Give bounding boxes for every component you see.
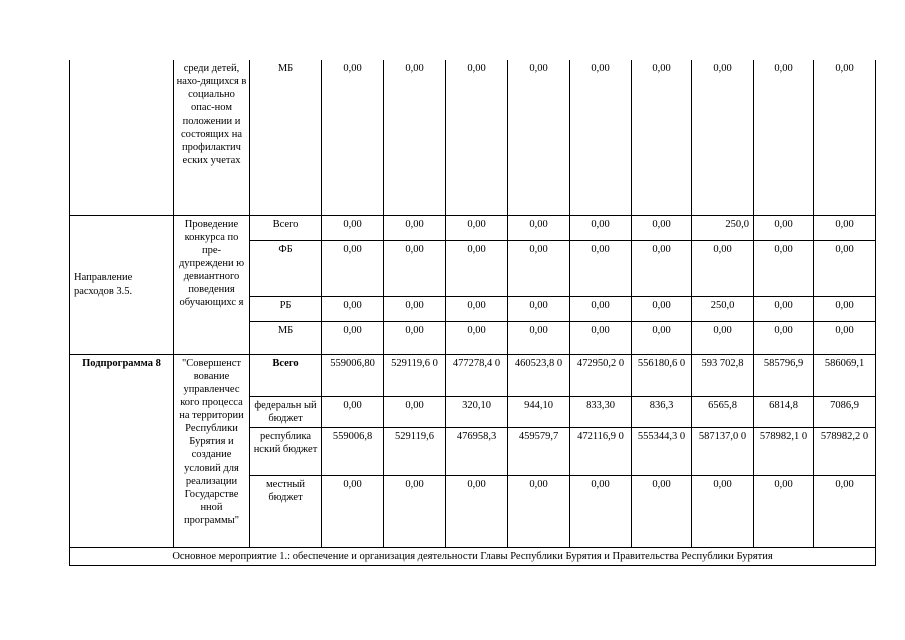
value-cell: 0,00: [322, 475, 384, 547]
value-cell: 0,00: [508, 240, 570, 296]
value-cell: 0,00: [632, 60, 692, 215]
budget-table: [69, 60, 876, 566]
value-cell: 0,00: [570, 240, 632, 296]
funding-source: Всего: [250, 354, 322, 396]
value-cell: 836,3: [632, 396, 692, 427]
value-cell: 472116,9 0: [570, 427, 632, 475]
value-cell: 0,00: [384, 321, 446, 354]
value-cell: 578982,1 0: [754, 427, 814, 475]
funding-source: ФБ: [250, 240, 322, 296]
value-cell: 0,00: [384, 240, 446, 296]
value-cell: 472950,2 0: [570, 354, 632, 396]
funding-source: федеральн ый бюджет: [250, 396, 322, 427]
table-row: [70, 215, 876, 240]
funding-source: местный бюджет: [250, 475, 322, 547]
value-cell: 320,10: [446, 396, 508, 427]
value-cell: 0,00: [814, 475, 876, 547]
value-cell: 0,00: [322, 240, 384, 296]
value-cell: 0,00: [446, 321, 508, 354]
value-cell: 0,00: [570, 475, 632, 547]
value-cell: 476958,3: [446, 427, 508, 475]
value-cell: 0,00: [322, 321, 384, 354]
value-cell: 555344,3 0: [632, 427, 692, 475]
value-cell: 0,00: [322, 60, 384, 215]
value-cell: 0,00: [814, 215, 876, 240]
funding-source: МБ: [250, 321, 322, 354]
value-cell: 0,00: [322, 396, 384, 427]
value-cell: 0,00: [508, 296, 570, 321]
value-cell: 6814,8: [754, 396, 814, 427]
expense-direction-label: Направление расходов 3.5.: [70, 215, 174, 354]
value-cell: 0,00: [814, 321, 876, 354]
value-cell: 0,00: [322, 215, 384, 240]
value-cell: 0,00: [692, 475, 754, 547]
measure-description: среди детей, нахо-дящихся в социально опас-ном положении и состоящих на профилактич еских учетах: [174, 60, 250, 215]
main-activity-heading: Основное мероприятие 1.: обеспечение и организация деятельности Главы Республики Бурятия и Правительства Республики Бурятия: [70, 547, 876, 565]
value-cell: 250,0: [692, 296, 754, 321]
value-cell: 0,00: [632, 240, 692, 296]
value-cell: 0,00: [508, 215, 570, 240]
value-cell: 6565,8: [692, 396, 754, 427]
value-cell: 944,10: [508, 396, 570, 427]
value-cell: 250,0: [692, 215, 754, 240]
value-cell: 0,00: [692, 60, 754, 215]
value-cell: 0,00: [508, 321, 570, 354]
empty-label-cell: [70, 60, 174, 215]
value-cell: 0,00: [814, 296, 876, 321]
value-cell: 0,00: [384, 475, 446, 547]
value-cell: 0,00: [692, 321, 754, 354]
table-row: [70, 547, 876, 565]
value-cell: 477278,4 0: [446, 354, 508, 396]
value-cell: 0,00: [446, 240, 508, 296]
value-cell: 0,00: [446, 475, 508, 547]
value-cell: 0,00: [322, 296, 384, 321]
value-cell: 556180,6 0: [632, 354, 692, 396]
value-cell: 0,00: [632, 296, 692, 321]
value-cell: 593 702,8: [692, 354, 754, 396]
value-cell: 587137,0 0: [692, 427, 754, 475]
value-cell: 0,00: [446, 296, 508, 321]
value-cell: 0,00: [508, 475, 570, 547]
value-cell: 0,00: [632, 475, 692, 547]
value-cell: 833,30: [570, 396, 632, 427]
table-row: [70, 354, 876, 396]
value-cell: 0,00: [570, 296, 632, 321]
funding-source: Всего: [250, 215, 322, 240]
value-cell: 7086,9: [814, 396, 876, 427]
value-cell: 0,00: [384, 296, 446, 321]
value-cell: 0,00: [754, 296, 814, 321]
value-cell: 459579,7: [508, 427, 570, 475]
value-cell: 585796,9: [754, 354, 814, 396]
value-cell: 559006,80: [322, 354, 384, 396]
value-cell: 0,00: [692, 240, 754, 296]
value-cell: 0,00: [384, 215, 446, 240]
value-cell: 0,00: [632, 321, 692, 354]
value-cell: 0,00: [754, 60, 814, 215]
value-cell: 559006,8: [322, 427, 384, 475]
funding-source: РБ: [250, 296, 322, 321]
subprogram-description: "Совершенст вование управленчес кого процесса на территории Республики Бурятия и создание условий для реализации Государстве нной программы": [174, 354, 250, 547]
value-cell: 0,00: [384, 396, 446, 427]
value-cell: 0,00: [754, 240, 814, 296]
value-cell: 529119,6 0: [384, 354, 446, 396]
funding-source: МБ: [250, 60, 322, 215]
value-cell: 460523,8 0: [508, 354, 570, 396]
value-cell: 0,00: [446, 60, 508, 215]
value-cell: 0,00: [754, 475, 814, 547]
value-cell: 0,00: [384, 60, 446, 215]
funding-source: республика нский бюджет: [250, 427, 322, 475]
value-cell: 0,00: [754, 321, 814, 354]
value-cell: 0,00: [814, 240, 876, 296]
subprogram-label: Подпрограмма 8: [70, 354, 174, 547]
value-cell: 0,00: [570, 321, 632, 354]
value-cell: 0,00: [632, 215, 692, 240]
value-cell: 0,00: [570, 60, 632, 215]
measure-description: Проведение конкурса по пре-дупреждени ю девиантного поведения обучающихс я: [174, 215, 250, 354]
value-cell: 0,00: [446, 215, 508, 240]
value-cell: 578982,2 0: [814, 427, 876, 475]
value-cell: 0,00: [754, 215, 814, 240]
value-cell: 0,00: [508, 60, 570, 215]
table-row: [70, 60, 876, 215]
value-cell: 586069,1: [814, 354, 876, 396]
value-cell: 529119,6: [384, 427, 446, 475]
value-cell: 0,00: [814, 60, 876, 215]
value-cell: 0,00: [570, 215, 632, 240]
